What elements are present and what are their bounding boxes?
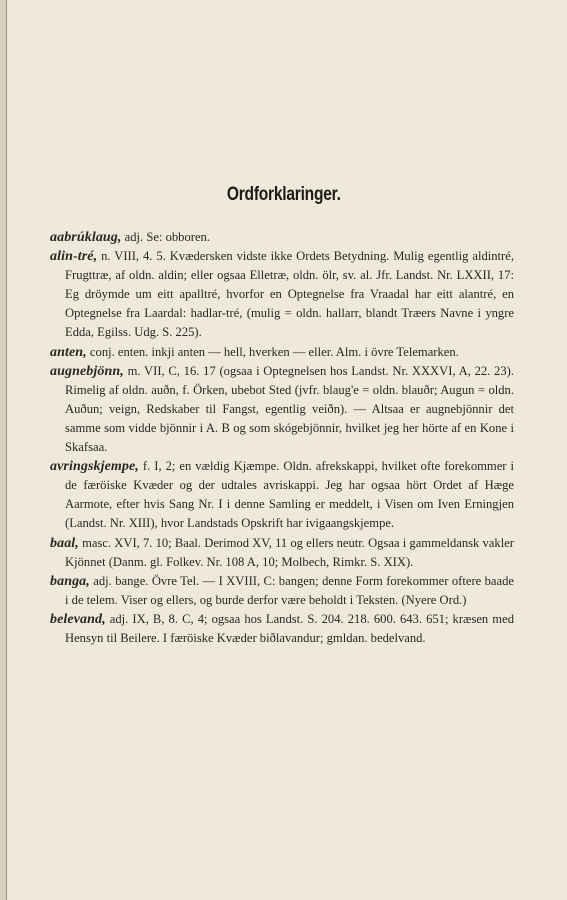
entry-headword: banga, [50,573,90,589]
entry-text: n. VIII, 4. 5. Kvædersken vidste ikke Ordets Betydning. Mulig egentlig aldintré, Frugttræ, af oldn. aldin; eller ogsaa Elletræ, oldn. ölr, sv. al. Jfr. Landst. Nr. LXXII, 17: Eg dröymde um eitt apalltré, hvorfor en Optegnelse fra Vraadal har eitt alantré, en Optegnelse fra Laardal: hadlar-tré, (mulig = oldn. hallarr, blandt Træers Navne i yngre Edda, Egilss. Udg. S. 225). [65,249,514,340]
entry-headword: avringskjempe, [50,459,139,475]
glossary-entry [50,457,514,533]
entry-headword: aabrúklaug, [50,230,122,245]
glossary-entries [50,228,514,648]
glossary-entry [50,228,514,247]
entry-text: m. VII, C, 16. 17 (ogsaa i Optegnelsen hos Landst. Nr. XXXVI, A, 22. 23). Rimelig af oldn. auðn, f. Örken, ubebot Sted (jvfr. blaug'e = oldn. blauðr; Augun = oldn. Auðun; veign, Redskaber til Fangst, egentlig veiðn). — Altsaa er augnebjönnir det samme som vidde bjönnir i A. B og som skógebjönnir, hvilket jeg her hörte af en Kone i Skafsaa. [65,363,514,455]
glossary-entry [50,247,514,342]
entry-headword: alin-tré, [50,249,98,265]
entry-headword: belevand, [50,611,106,627]
glossary-entry [50,362,514,457]
entry-text: f. I, 2; en vældig Kjæmpe. Oldn. afrekskappi, hvilket ofte forekommer i de færöiske Kvæder og der udtales avriskappi. Jeg har ogsaa hört Ordet af Hæge Aarmote, efter hvis Sang Nr. I i denne Samling er meddelt, i Visen om Iven Erningjen (Landst. Nr. XIII), hvor Landstads Opskrift har ivigaangskjempe. [65,459,514,531]
entry-text: adj. IX, B, 8. C, 4; ogsaa hos Landst. S. 204. 218. 600. 643. 651; kræsen med Hensyn til Beilere. I færöiske Kvæder biðlavandur; gmldan. bedelvand. [65,611,514,645]
glossary-entry [50,572,514,610]
entry-text: masc. XVI, 7. 10; Baal. Derimod XV, 11 og ellers neutr. Ogsaa i gammeldansk vakler Kjönnet (Danm. gl. Folkev. Nr. 108 A, 10; Molbech, Rimkr. S. XIX). [65,535,514,569]
entry-headword: augnebjönn, [50,363,124,379]
entry-text: conj. enten. inkji anten — hell, hverken — eller. Alm. i övre Telemarken. [86,344,459,359]
entry-headword: anten, [50,344,87,360]
entry-headword: baal, [50,535,79,551]
page-edge-rule [6,0,7,900]
page-title: Ordforklaringer. [226,184,341,205]
glossary-entry [50,534,514,572]
entry-text: adj. bange. Övre Tel. — I XVIII, C: bangen; denne Form forekommer oftere baade i de telem. Viser og ellers, og burde derfor være beholdt i Teksten. (Nyere Ord.) [65,573,514,607]
glossary-entry [50,610,514,648]
glossary-entry [50,343,514,362]
entry-text: adj. Se: obboren. [121,230,211,244]
